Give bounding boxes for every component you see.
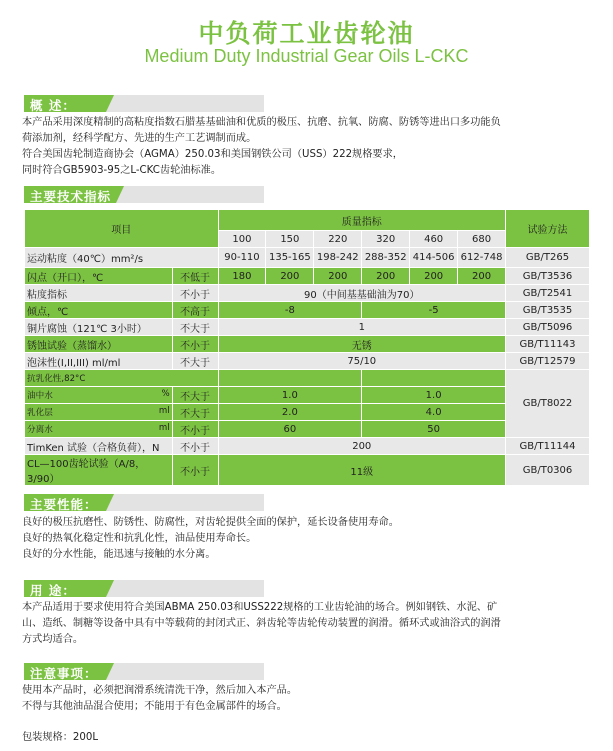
cell-value: 1.0 — [218, 387, 362, 404]
grade-cell: 100 — [218, 231, 266, 248]
packaging-text: 包装规格：200L — [22, 732, 99, 743]
table-row — [25, 370, 590, 387]
cell-value: -8 — [218, 302, 362, 319]
table-row — [25, 302, 590, 319]
grade-cell: 460 — [410, 231, 458, 248]
cell-value: 50 — [362, 421, 506, 438]
performance-line: 良好的极压抗磨性、防锈性、防腐性，对齿轮提供全面的保护，延长设备使用寿命。 — [22, 517, 399, 528]
row-label: 运动粘度（40℃）mm²/s — [25, 248, 219, 268]
row-label: 闪点（开口），℃ — [25, 268, 173, 285]
cell-method: GB/T3535 — [506, 302, 590, 319]
section-usage-title: 用 途： — [30, 583, 76, 598]
cell-value: 200 — [362, 268, 410, 285]
spacer-cell — [362, 370, 506, 387]
cell-value: -5 — [362, 302, 506, 319]
row-cond: 不小于 — [172, 455, 218, 486]
cell-value: 200 — [458, 268, 506, 285]
row-label: 铜片腐蚀（121℃ 3小时） — [25, 319, 173, 336]
cell-value: 612-748 — [458, 248, 506, 268]
notes-line: 使用本产品时，必须把润滑系统清洗干净，然后加入本产品。 — [22, 685, 298, 696]
row-label: 泡沫性(I,II,III) ml/ml — [25, 353, 173, 370]
usage-line: 本产品适用于要求使用符合美国ABMA 250.03和USS222规格的工业齿轮油的场合。例如钢铁、水泥、矿 — [22, 602, 498, 613]
cell-value: 414-506 — [410, 248, 458, 268]
cell-value: 4.0 — [362, 404, 506, 421]
cell-value: 无锈 — [218, 336, 506, 353]
header-method: 试验方法 — [506, 210, 590, 248]
row-label: 抗乳化性,82°C — [25, 370, 219, 387]
sub-unit: ml — [158, 406, 170, 416]
sub-label — [25, 404, 173, 421]
table-row — [25, 387, 590, 404]
row-cond: 不大于 — [172, 353, 218, 370]
table-row — [25, 248, 590, 268]
overview-line: 符合美国齿轮制造商协会（AGMA）250.03和美国钢铁公司（USS）222规格要求， — [22, 149, 403, 160]
cell-value: 200 — [410, 268, 458, 285]
sub-unit: % — [161, 389, 170, 399]
row-label: 锈蚀试验（蒸馏水） — [25, 336, 173, 353]
row-label: 粘度指标 — [25, 285, 173, 302]
section-performance-title: 主要性能： — [30, 497, 98, 512]
cell-value: 1 — [218, 319, 506, 336]
table-row — [25, 438, 590, 455]
grade-cell: 150 — [266, 231, 314, 248]
section-performance-header — [24, 494, 264, 511]
performance-line: 良好的热氧化稳定性和抗乳化性，油品使用寿命长。 — [22, 533, 257, 544]
grade-cell: 320 — [362, 231, 410, 248]
page-subtitle: Medium Duty Industrial Gear Oils L-CKC — [144, 46, 469, 66]
cell-method: GB/T5096 — [506, 319, 590, 336]
cell-method: GB/T11144 — [506, 438, 590, 455]
cell-value: 200 — [218, 438, 506, 455]
table-row — [25, 455, 590, 486]
cell-value: 60 — [218, 421, 362, 438]
table-row — [25, 404, 590, 421]
sub-label — [25, 421, 173, 438]
row-cond: 不大于 — [172, 404, 218, 421]
spacer-cell — [218, 370, 362, 387]
cell-method: GB/T8022 — [506, 370, 590, 438]
overview-line: 荷添加剂，经科学配方、先进的生产工艺调制而成。 — [22, 133, 257, 144]
cell-method: GB/T0306 — [506, 455, 590, 486]
table-row — [25, 421, 590, 438]
row-label: 倾点，℃ — [25, 302, 173, 319]
cell-value: 288-352 — [362, 248, 410, 268]
row-cond: 不高于 — [172, 302, 218, 319]
section-specs-header — [24, 186, 264, 203]
table-row — [25, 336, 590, 353]
usage-line: 山、造纸、制糖等设备中具有中等载荷的封闭式正、斜齿轮等齿轮传动装置的润滑。循环式或油浴式的润滑 — [22, 618, 501, 629]
table-row — [25, 319, 590, 336]
row-cond: 不低于 — [172, 268, 218, 285]
page-title: 中负荷工业齿轮油 — [198, 19, 415, 48]
row-cond: 不小于 — [172, 438, 218, 455]
cell-value: 90-110 — [218, 248, 266, 268]
cell-value: 200 — [314, 268, 362, 285]
row-label: CL—100齿轮试验（A/8，3/90） — [25, 455, 173, 486]
cell-value: 11级 — [218, 455, 506, 486]
sub-unit: ml — [158, 423, 170, 433]
row-cond: 不小于 — [172, 285, 218, 302]
section-usage-header — [24, 580, 264, 597]
usage-line: 方式均适合。 — [22, 634, 84, 645]
cell-method: GB/T11143 — [506, 336, 590, 353]
table-row — [25, 268, 590, 285]
cell-value: 180 — [218, 268, 266, 285]
sub-label-text: 乳化层 — [27, 408, 53, 418]
notes-line: 不得与其他油品混合使用；不能用于有色金属部件的场合。 — [22, 701, 287, 712]
cell-method: GB/T2541 — [506, 285, 590, 302]
sub-label — [25, 387, 173, 404]
grade-cell: 680 — [458, 231, 506, 248]
overview-line: 本产品采用深度精制的高粘度指数石腊基基础油和优质的极压、抗磨、抗氧、防腐、防锈等进出口多功能负 — [22, 117, 501, 128]
section-specs-title: 主要技术指标 — [30, 189, 112, 204]
cell-value: 200 — [266, 268, 314, 285]
row-cond: 不大于 — [172, 387, 218, 404]
cell-method: GB/T265 — [506, 248, 590, 268]
row-cond: 不小于 — [172, 421, 218, 438]
sub-label-text: 分离水 — [27, 425, 53, 435]
section-overview-title: 概 述： — [30, 98, 76, 113]
table-header-row — [25, 210, 590, 231]
table-row — [25, 353, 590, 370]
header-quality: 质量指标 — [218, 210, 506, 231]
performance-text — [22, 515, 592, 563]
overview-line: 同时符合GB5903-95之L-CKC齿轮油标准。 — [22, 165, 222, 176]
section-notes-title: 注意事项： — [30, 666, 98, 681]
sub-label-text: 油中水 — [27, 391, 53, 401]
spec-table — [24, 209, 590, 486]
cell-value: 135-165 — [266, 248, 314, 268]
section-notes-header — [24, 663, 264, 680]
table-row — [25, 285, 590, 302]
cell-value: 75/10 — [218, 353, 506, 370]
usage-text — [22, 600, 592, 648]
notes-text — [22, 683, 592, 715]
cell-value: 90（中间基基础油为70） — [218, 285, 506, 302]
performance-line: 良好的分水性能，能迅速与接触的水分离。 — [22, 549, 216, 560]
cell-method: GB/T12579 — [506, 353, 590, 370]
cell-value: 2.0 — [218, 404, 362, 421]
row-label: TimKen 试验（合格负荷），N — [25, 438, 173, 455]
cell-value: 198-242 — [314, 248, 362, 268]
header-item: 项目 — [25, 210, 219, 248]
cell-value: 1.0 — [362, 387, 506, 404]
overview-text — [22, 115, 592, 179]
grade-cell: 220 — [314, 231, 362, 248]
section-overview-header — [24, 95, 264, 112]
row-cond: 不小于 — [172, 336, 218, 353]
cell-method: GB/T3536 — [506, 268, 590, 285]
row-cond: 不大于 — [172, 319, 218, 336]
